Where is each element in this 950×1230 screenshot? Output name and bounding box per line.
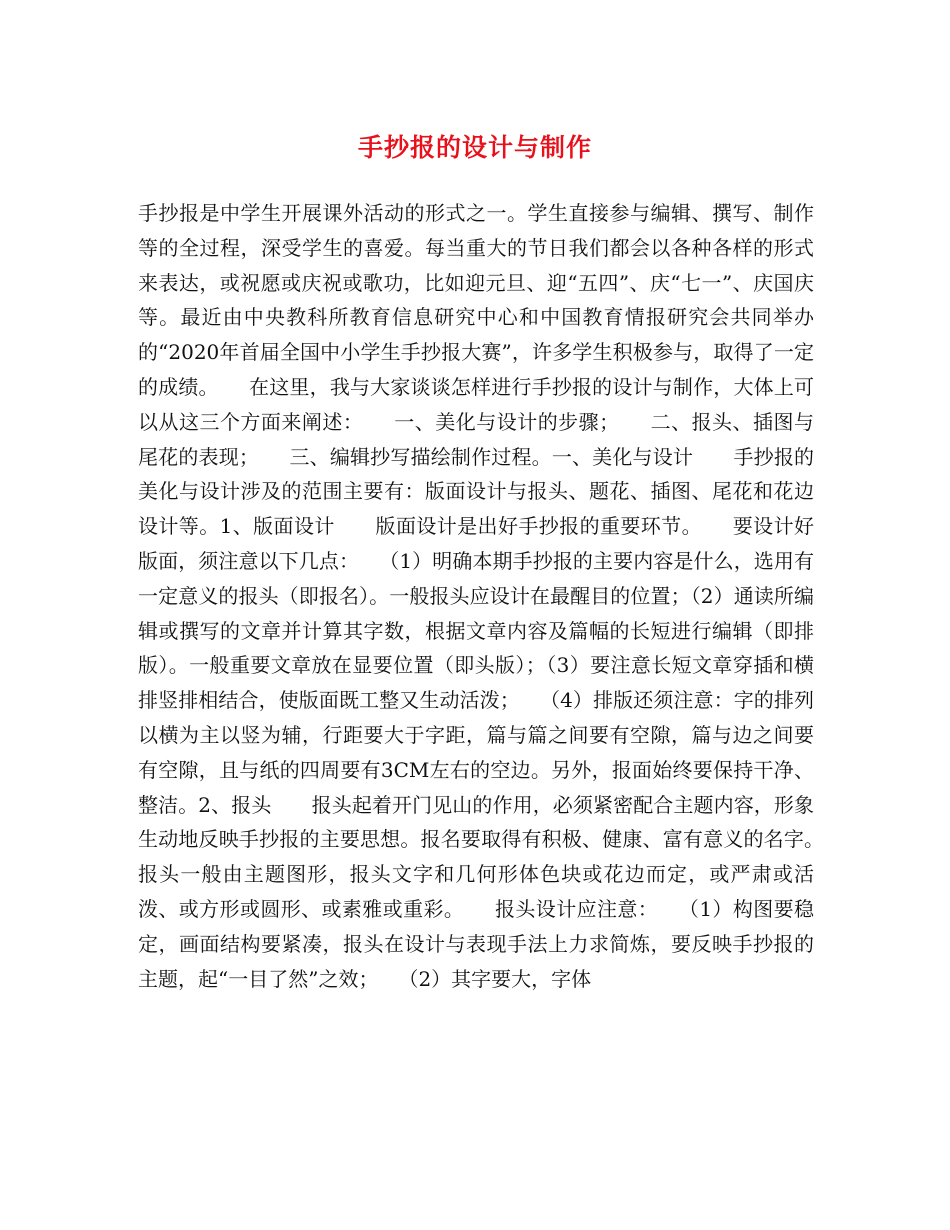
body-paragraph: 手抄报是中学生开展课外活动的形式之一。学生直接参与编辑、撰写、制作等的全过程，深受学生的喜爱。每当重大的节日我们都会以各种各样的形式来表达，或祝愿或庆祝或歌功，比如迎元旦、迎“五四”、庆“七一”、庆国庆等。最近由中央教科所教育信息研究中心和中国教育情报研究会共同举办的“2020年首届全国中小学生手抄报大赛”，许多学生积极参与，取得了一定的成绩。 在这里，我与大家谈谈怎样进行手抄报的设计与制作，大体上可以从这三个方面来阐述： 一、美化与设计的步骤； 二、报头、插图与尾花的表现； 三、编辑抄写描绘制作过程。一、美化与设计 手抄报的美化与设计涉及的范围主要有：版面设计与报头、题花、插图、尾花和花边设计等。1、版面设计 版面设计是出好手抄报的重要环节。 要设计好版面，须注意以下几点： （1）明确本期手抄报的主要内容是什么，选用有一定意义的报头（即报名）。一般报头应设计在最醒目的位置；（2）通读所编辑或撰写的文章并计算其字数，根据文章内容及篇幅的长短进行编辑（即排版）。一般重要文章放在显要位置（即头版）；（3）要注意长短文章穿插和横排竖排相结合，使版面既工整又生动活泼； （4）排版还须注意：字的排列以横为主以竖为辅，行距要大于字距，篇与篇之间要有空隙，篇与边之间要有空隙，且与纸的四周要有3CM左右的空边。另外，报面始终要保持干净、整洁。2、报头 报头起着开门见山的作用，必须紧密配合主题内容，形象生动地反映手抄报的主要思想。报名要取得有积极、健康、富有意义的名字。 报头一般由主题图形，报头文字和几何形体色块或花边而定，或严肃或活泼、或方形或圆形、或素雅或重彩。 报头设计应注意： （1）构图要稳定，画面结构要紧凑，报头在设计与表现手法上力求简炼，要反映手抄报的主题，起“一目了然”之效； （2）其字要大，字体 [138, 201, 854, 991]
page-title: 手抄报的设计与制作 [357, 133, 592, 162]
